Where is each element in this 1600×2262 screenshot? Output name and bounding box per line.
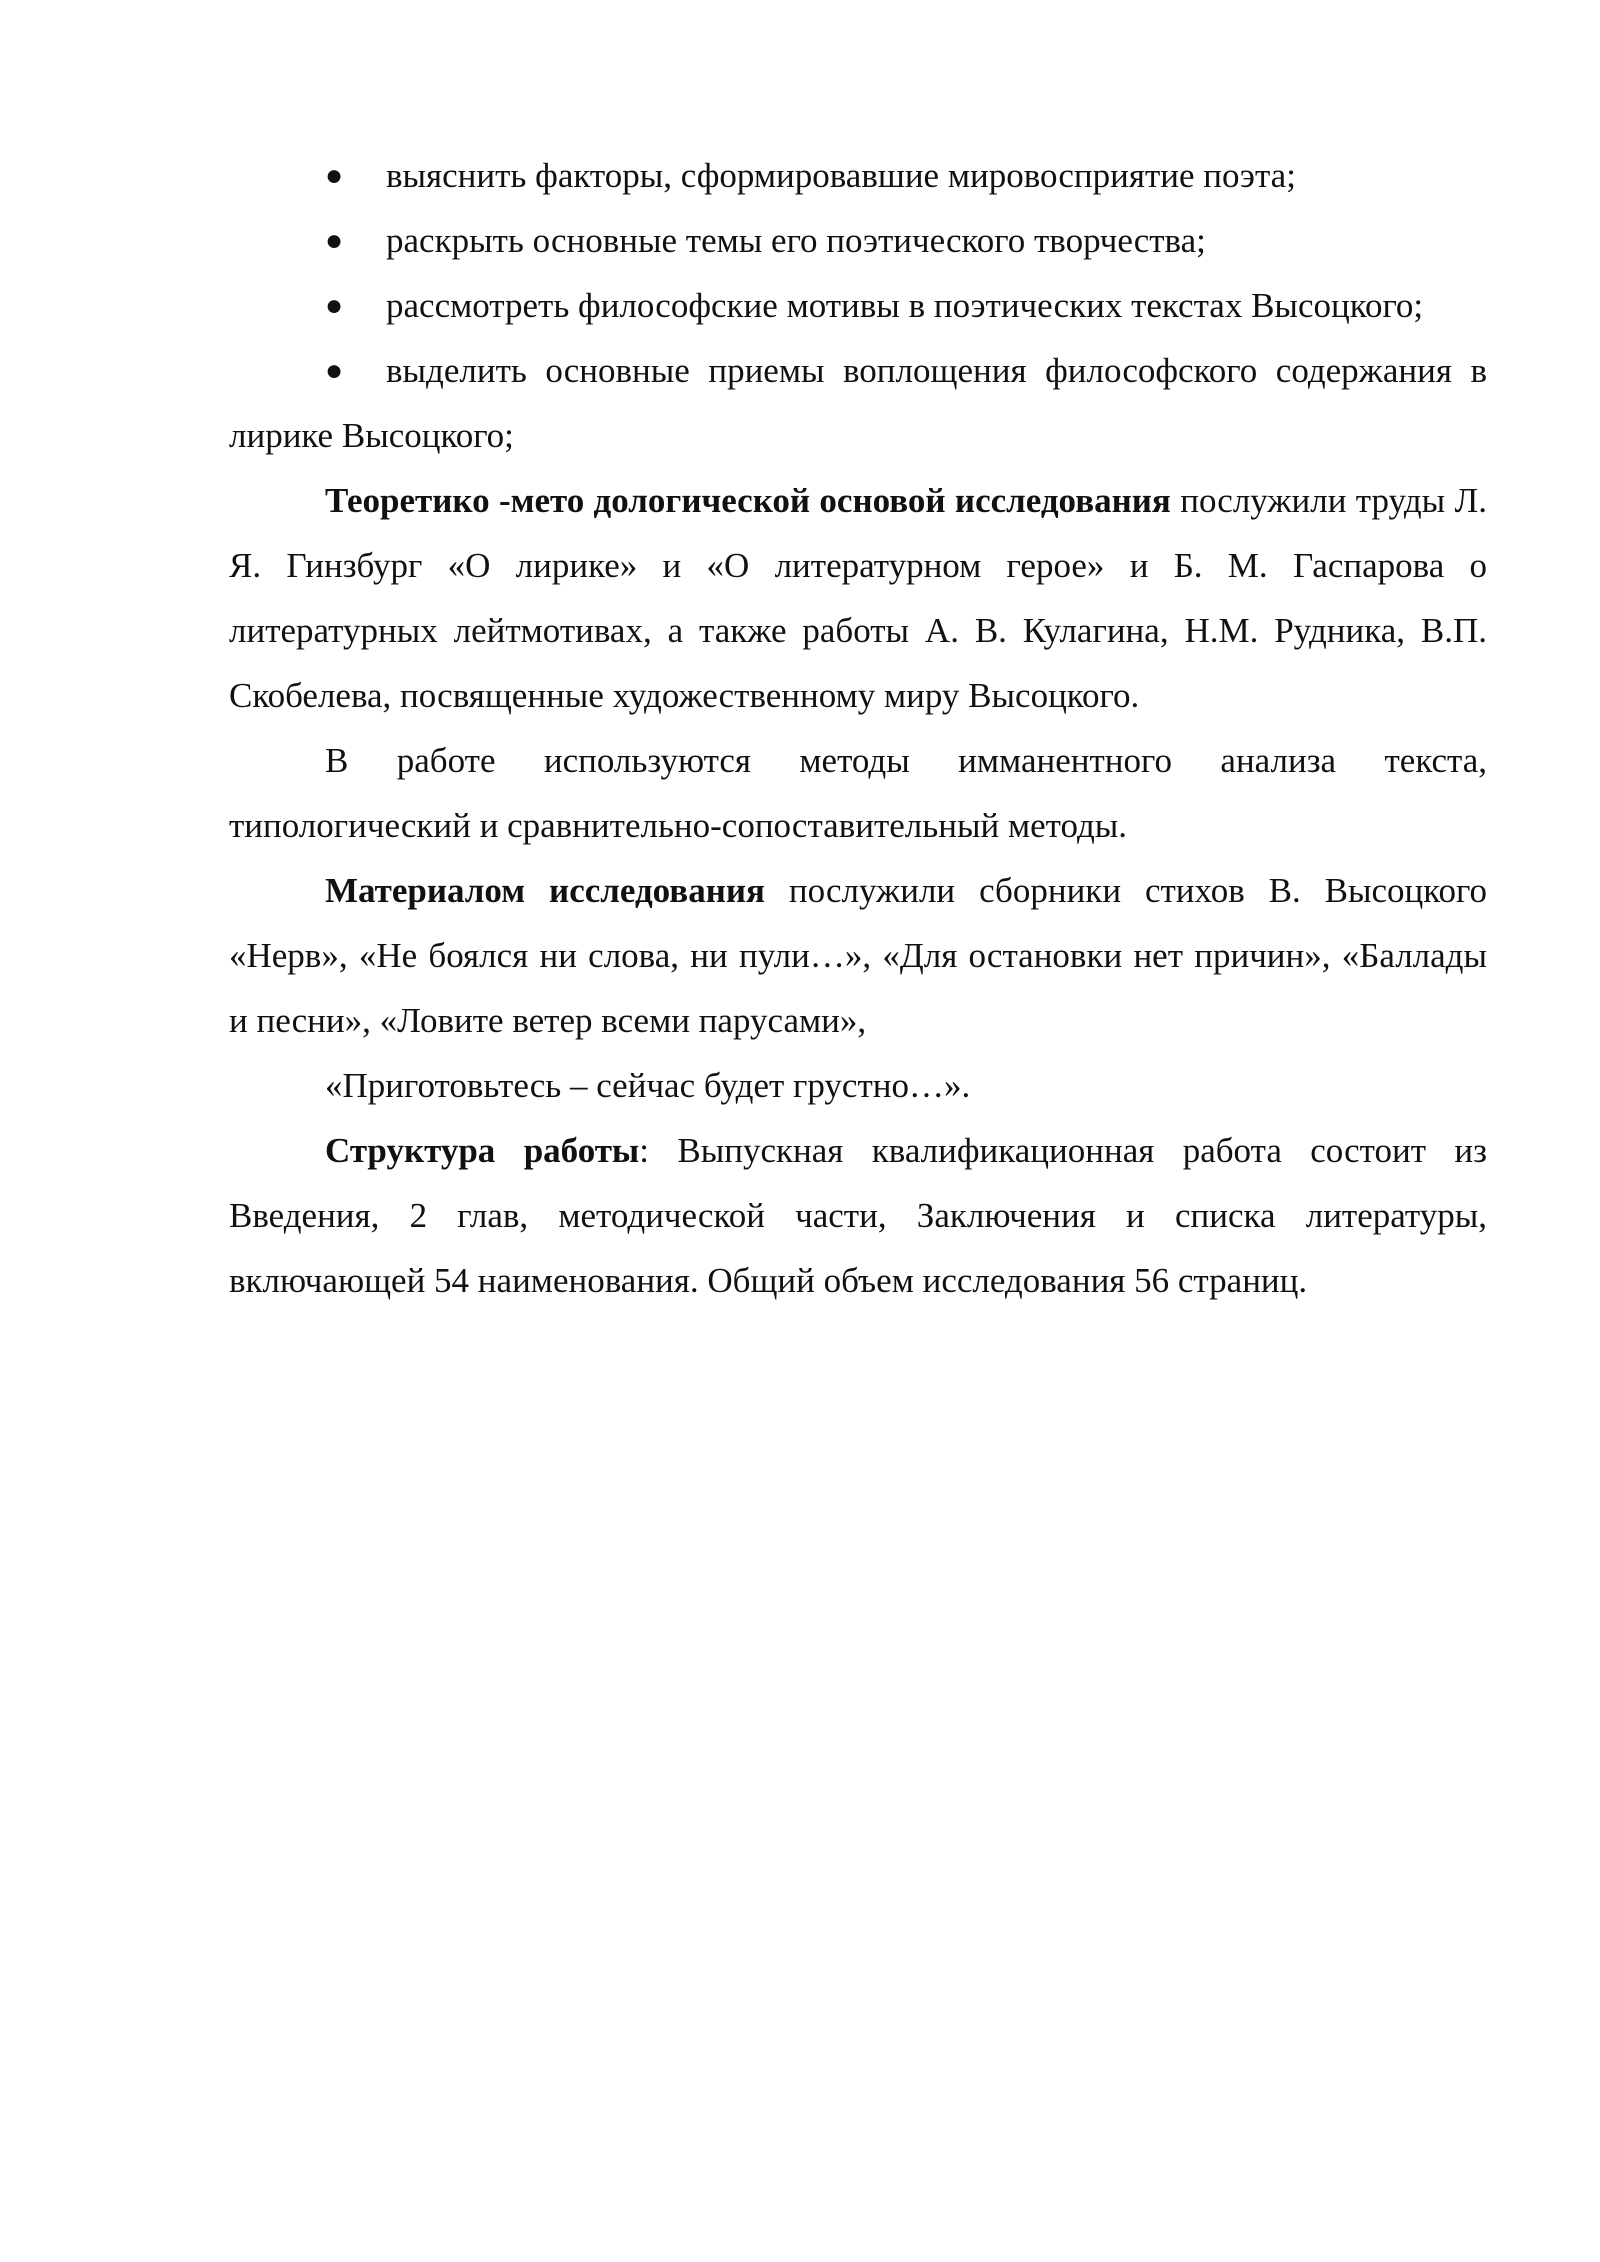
methodology-text: послужили труды Л. Я. Гинзбург «О лирике» и «О литературном герое» и Б. М. Гаспарова о литературных лейтмотивах, а также работы А. В. Кулагина, Н.М. Рудника, В.П. Скобелева, посвященные художественному миру Высоцкого.: [229, 481, 1487, 715]
list-item: [229, 208, 1487, 273]
list-item: [229, 143, 1487, 208]
list-item-text: рассмотреть философские мотивы в поэтических текстах Высоцкого;: [386, 286, 1424, 325]
material-text: послужили сборники стихов В. Высоцкого «Нерв», «Не боялся ни слова, ни пули…», «Для остановки нет причин», «Баллады и песни», «Ловите ветер всеми парусами»,: [229, 871, 1487, 1040]
methodology-paragraph: [229, 468, 1487, 728]
material-continuation: [229, 1053, 1487, 1118]
list-item: [229, 273, 1487, 338]
material-continuation-text: «Приготовьтесь – сейчас будет грустно…».: [325, 1066, 971, 1105]
bullet-icon: ●: [325, 224, 344, 257]
bullet-icon: ●: [325, 289, 344, 322]
structure-text: : Выпускная квалификационная работа состоит из Введения, 2 глав, методической части, Заключения и списка литературы, включающей 54 наименования. Общий объем исследования 56 страниц.: [229, 1131, 1487, 1300]
bullet-icon: ●: [325, 354, 344, 387]
list-item-text: раскрыть основные темы его поэтического творчества;: [386, 221, 1206, 260]
list-item-text: выделить основные приемы воплощения философского содержания в лирике Высоцкого;: [229, 351, 1487, 455]
list-item: [229, 338, 1487, 468]
structure-heading: Структура работы: [325, 1131, 640, 1170]
bullet-icon: ●: [325, 159, 344, 192]
methods-paragraph: [229, 728, 1487, 858]
methods-text: В работе используются методы имманентного анализа текста, типологический и сравнительно-сопоставительный методы.: [229, 741, 1487, 845]
list-item-text: выяснить факторы, сформировавшие мировосприятие поэта;: [386, 156, 1296, 195]
material-heading: Материалом исследования: [325, 871, 765, 910]
structure-paragraph: [229, 1118, 1487, 1313]
methodology-heading: Теоретико -мето дологической основой исследования: [325, 481, 1171, 520]
material-paragraph: [229, 858, 1487, 1053]
document-page: [229, 143, 1487, 1313]
